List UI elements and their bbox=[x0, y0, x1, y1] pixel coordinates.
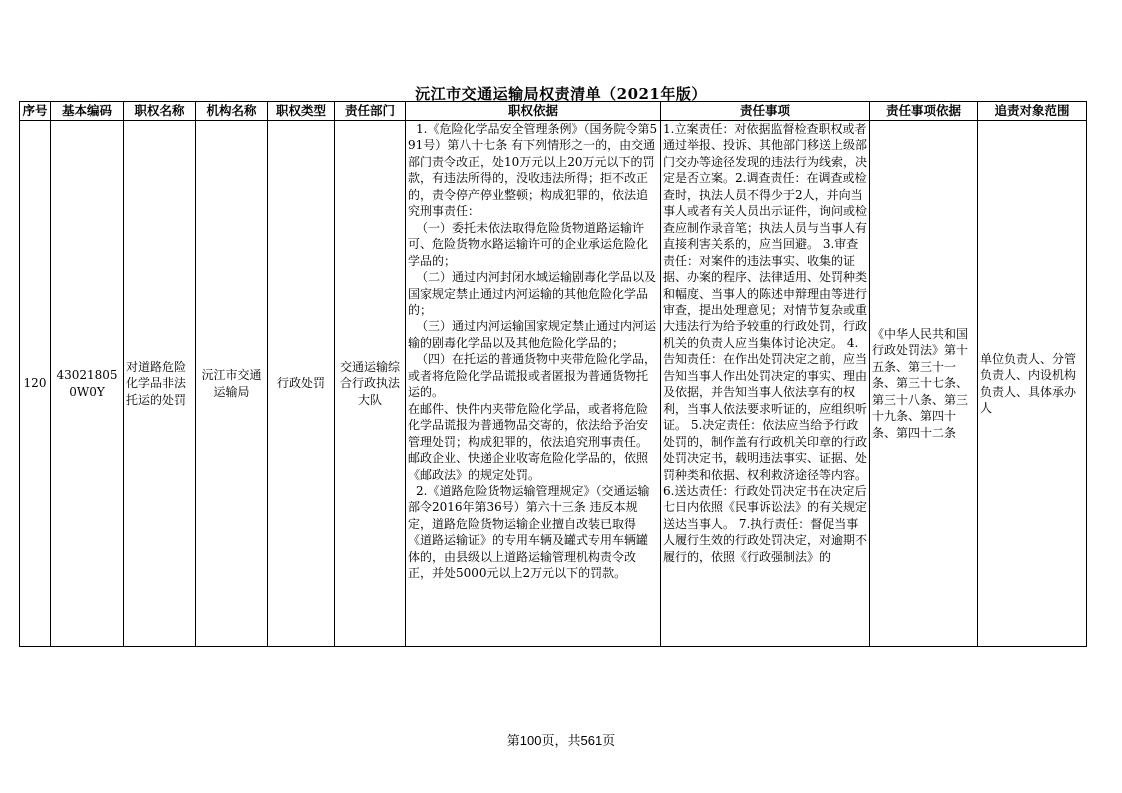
duties-text: 1.立案责任：对依据监督检查职权或者通过举报、投诉、其他部门移送上级部门交办等途径发现的违法行为线索，决定是否立案。2.调查责任：在调查或检查时，执法人员不得少于2人，并向当事人或者有关人员出示证件，询问或检查应制作录音笔；执法人员与当事人有直接利害关系的，应当回避。 3.审查责任：对案件的违法事实、收集的证据、办案的程序、法律适用、处罚种类和幅度、当事人的陈述申辩理由等进行审查，提出处理意见；对情节复杂或重大违法行为给予较重的行政处罚，行政机关的负责人应当集体讨论决定。 4.告知责任：在作出处罚决定之前，应当告知当事人作出处罚决定的事实、理由及依据，并告知当事人依法享有的权利，当事人依法要求听证的，应组织听证。 5.决定责任：依法应当给予行政处罚的，制作盖有行政机关印章的行政处罚决定书，载明违法事实、证据、处罚种类和依据、权利救济途径等内容。 6.送达责任：行政处罚决定书在决定后七日内依照《民事诉讼法》的有关规定送达当事人。 7.执行责任：督促当事人履行生效的行政处罚决定，对逾期不履行的，依照《行政强制法》的 bbox=[663, 122, 871, 564]
cell-power-type: 行政处罚 bbox=[268, 121, 335, 647]
cell-accountability: 单位负责人、分管负责人、内设机构负责人、具体承办人 bbox=[978, 121, 1087, 647]
basis-paragraph: （四）在托运的普通货物中夹带危险化学品，或者将危险化学品谎报或者匿报为普通货物托运的。 bbox=[408, 352, 657, 400]
page-number: 第100页，共561页 bbox=[506, 733, 616, 748]
page-title: 沅江市交通运输局权责清单（2021年版） bbox=[415, 85, 707, 103]
duty-table bbox=[19, 101, 1087, 647]
basis-paragraph: 1.《危险化学品安全管理条例》（国务院令第591号）第八十七条 有下列情形之一的，由交通部门责令改正，处10万元以上20万元以下的罚款，有违法所得的，没收违法所得；拒不改正的，责令停产停业整顿；构成犯罪的，依法追究刑事责任： bbox=[408, 122, 658, 219]
header-duties: 责任事项 bbox=[661, 102, 870, 121]
table-header-row bbox=[20, 102, 1087, 121]
basis-paragraph: （一）委托未依法取得危险货物道路运输许可、危险货物水路运输许可的企业承运危险化学品的； bbox=[408, 220, 649, 268]
basis-paragraph: 邮政企业、快递企业收寄危险化学品的，依照《邮政法》的规定处罚。 bbox=[408, 451, 649, 482]
cell-agency: 沅江市交通运输局 bbox=[196, 121, 268, 647]
basis-paragraph: 2.《道路危险货物运输管理规定》（交通运输部令2016年第36号）第六十三条 违反本规定，道路危险货物运输企业擅自改装已取得《道路运输证》的专用车辆及罐式专用车辆罐体的，由县级以上道路运输管理机构责令改正，并处5000元以上2万元以下的罚款。 bbox=[408, 483, 650, 581]
basis-paragraph: 在邮件、快件内夹带危险化学品，或者将危险化学品谎报为普通物品交寄的，依法给予治安管理处罚；构成犯罪的，依法追究刑事责任。 bbox=[408, 401, 649, 449]
header-basis: 职权依据 bbox=[406, 102, 661, 121]
cell-duties bbox=[661, 121, 870, 647]
header-agency: 机构名称 bbox=[196, 102, 268, 121]
header-code: 基本编码 bbox=[51, 102, 124, 121]
header-seq: 序号 bbox=[20, 102, 51, 121]
basis-paragraph: （二）通过内河封闭水域运输剧毒化学品以及国家规定禁止通过内河运输的其他危险化学品的； bbox=[408, 270, 657, 317]
cell-power-name: 对道路危险化学品非法托运的处罚 bbox=[124, 121, 196, 647]
cell-code: 430218050W0Y bbox=[51, 121, 124, 647]
table-row bbox=[20, 121, 1087, 647]
header-power-type: 职权类型 bbox=[268, 102, 335, 121]
basis-paragraph: （三）通过内河运输国家规定禁止通过内河运输的剧毒化学品以及其他危险化学品的； bbox=[408, 319, 657, 350]
cell-duty-basis: 《中华人民共和国行政处罚法》第十五条、第三十一条、第三十七条、第三十八条、第三十九条、第四十条、第四十二条 bbox=[870, 121, 978, 647]
cell-department: 交通运输综合行政执法大队 bbox=[335, 121, 406, 647]
header-accountability: 追责对象范围 bbox=[978, 102, 1087, 121]
header-department: 责任部门 bbox=[335, 102, 406, 121]
header-duty-basis: 责任事项依据 bbox=[870, 102, 978, 121]
header-power-name: 职权名称 bbox=[124, 102, 196, 121]
cell-seq: 120 bbox=[20, 121, 51, 647]
cell-basis bbox=[406, 121, 661, 647]
